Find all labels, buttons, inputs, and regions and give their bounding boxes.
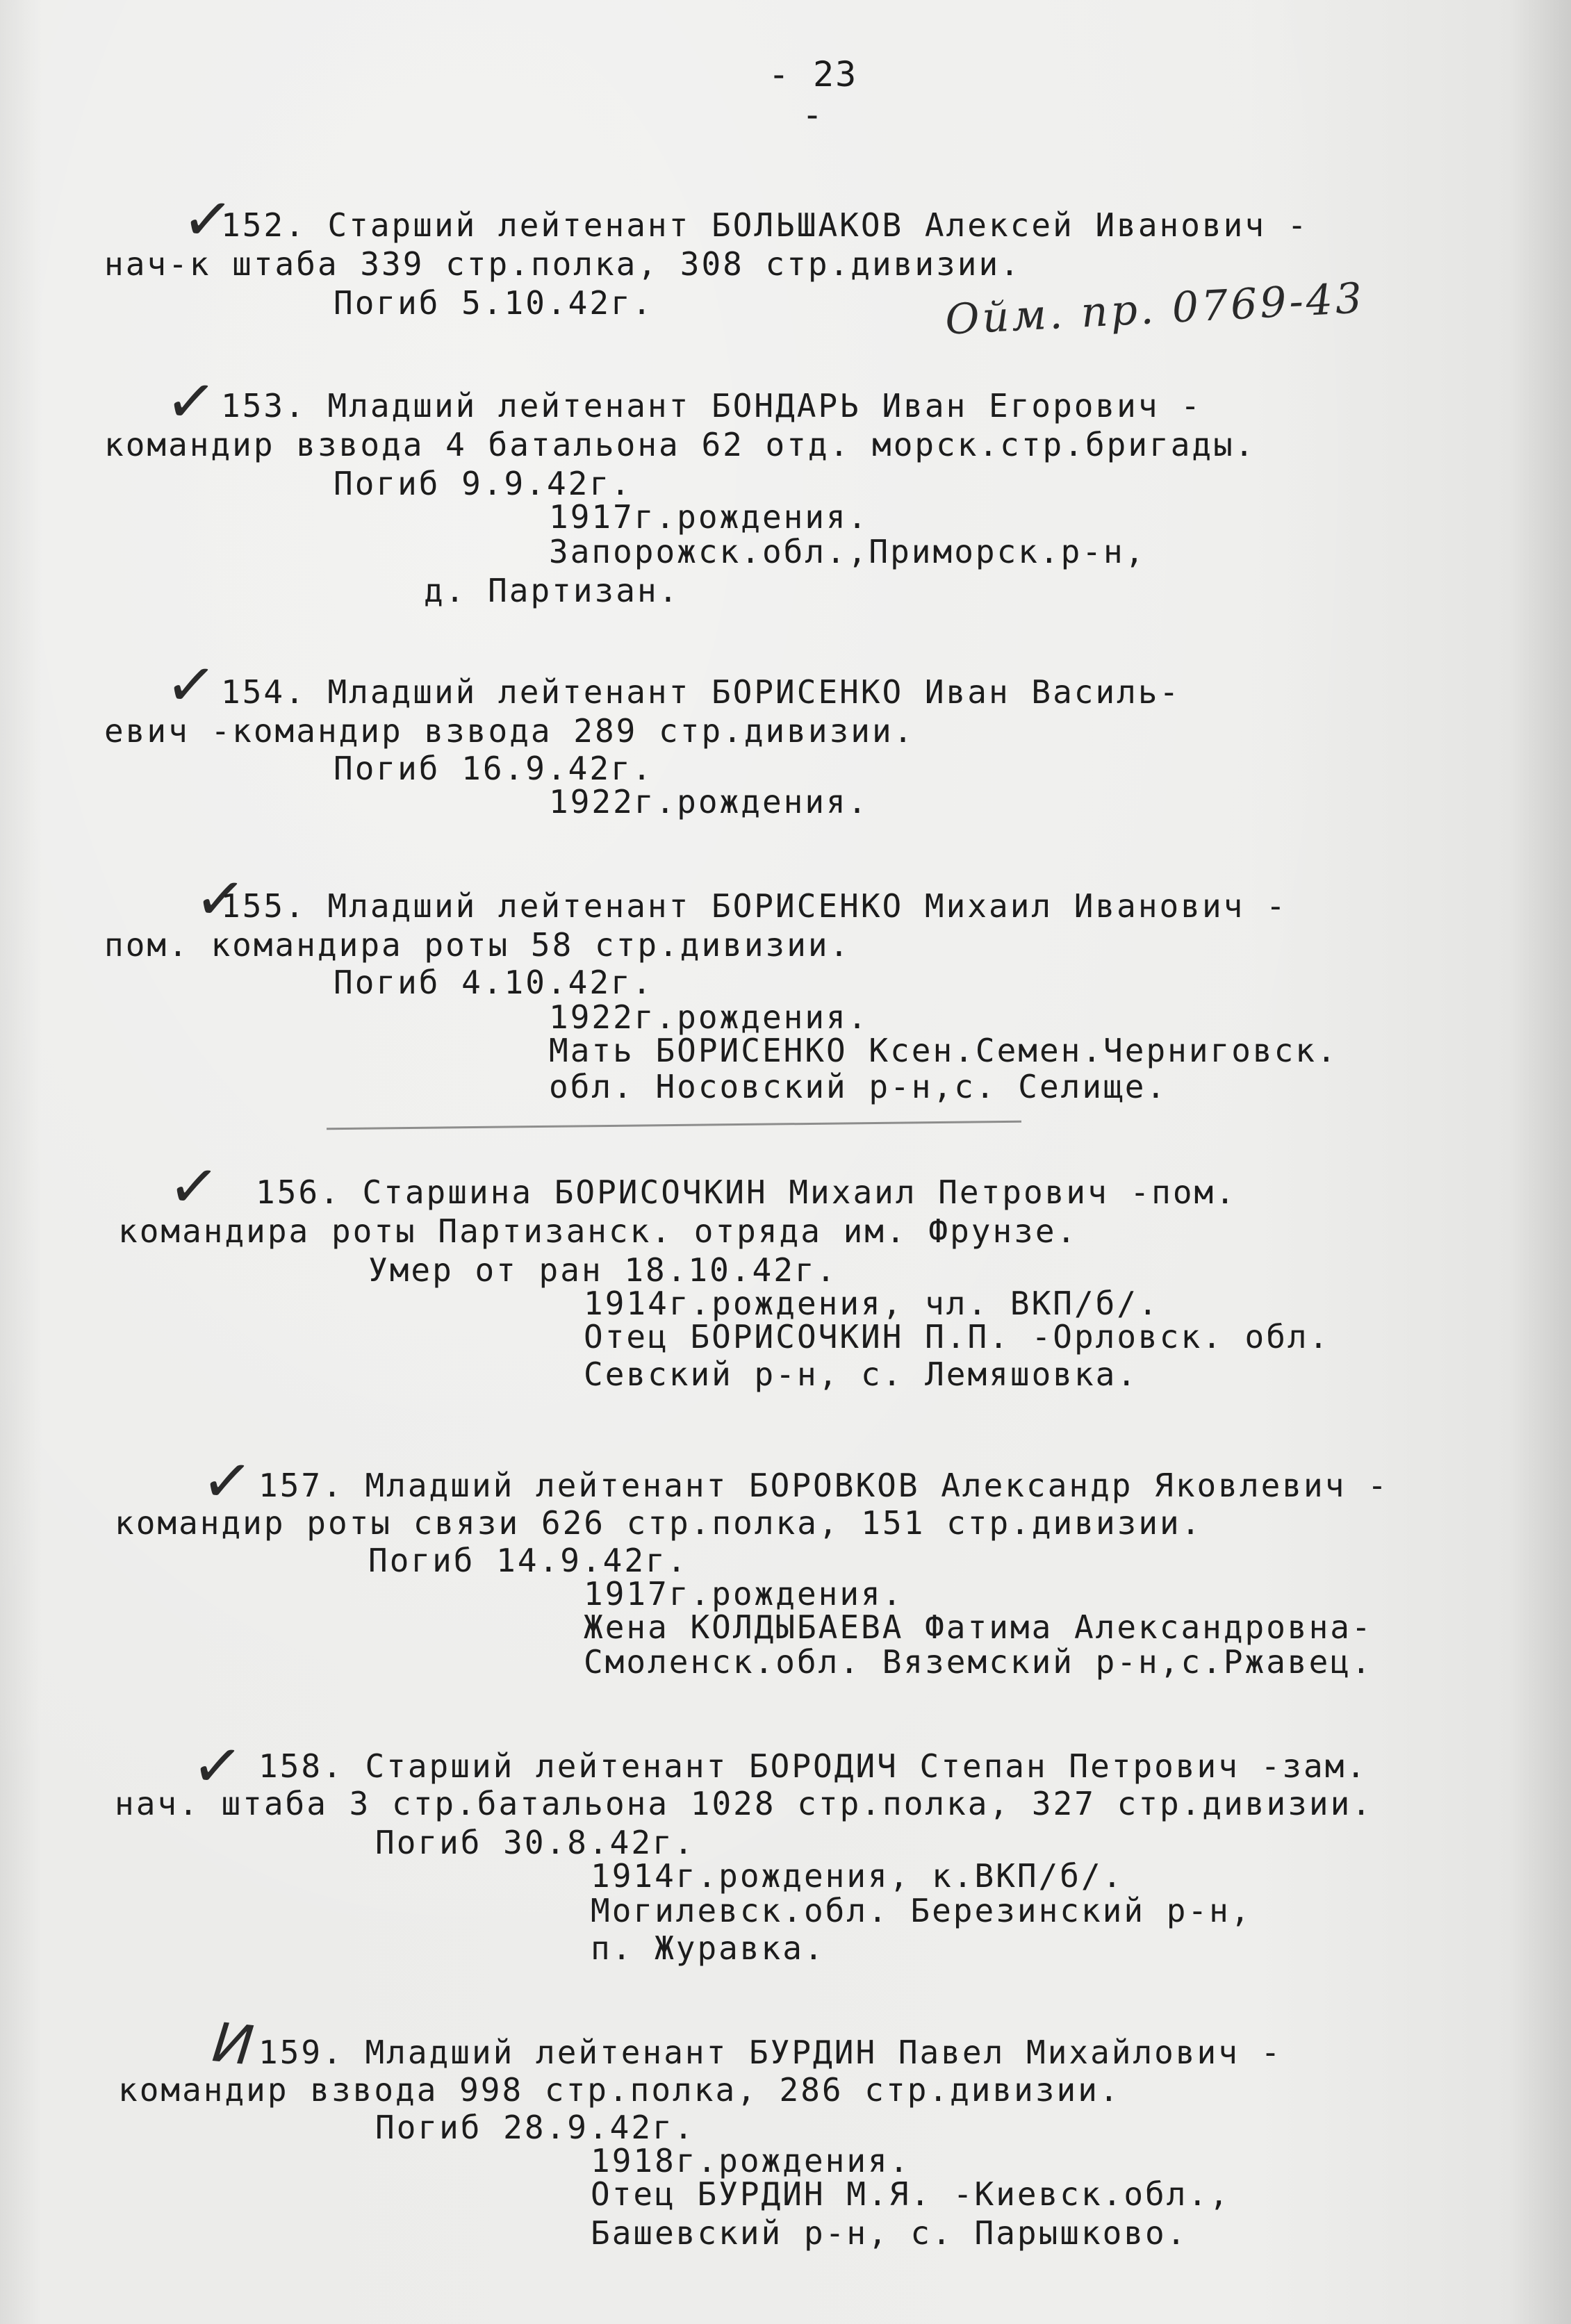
check-mark-icon: ✓ (197, 1442, 256, 1519)
entry-156-line-5: Отец БОРИСОЧКИН П.П. -Орловск. обл. (584, 1318, 1331, 1355)
entry-157-line-6: Смоленск.обл. Вяземский р-н,с.Ржавец. (584, 1643, 1373, 1681)
check-mark-icon: ✓ (188, 1727, 247, 1804)
entry-159-line-3: Погиб 28.9.42г. (375, 2109, 696, 2146)
entry-159-line-5: Отец БУРДИН М.Я. -Киевск.обл., (591, 2175, 1231, 2213)
entry-158-line-6: п. Журавка. (591, 1929, 825, 1967)
entry-156-line-2: командира роты Партизанск. отряда им. Фрунзе. (118, 1212, 1078, 1250)
handwritten-note: Ойм. пр. 0769-43 (944, 274, 1366, 345)
entry-156-line-1: 156. Старшина БОРИСОЧКИН Михаил Петрович -пом. (256, 1173, 1237, 1211)
entry-154-line-1: 154. Младший лейтенант БОРИСЕНКО Иван Василь- (221, 673, 1181, 711)
entry-158-line-2: нач. штаба 3 стр.батальона 1028 стр.полка, 327 стр.дивизии. (115, 1785, 1373, 1822)
entry-152-line-3: Погиб 5.10.42г. (334, 284, 654, 322)
entry-159-line-2: командир взвода 998 стр.полка, 286 стр.дивизии. (118, 2071, 1121, 2109)
entry-157-line-2: командир роты связи 626 стр.полка, 151 стр.дивизии. (115, 1504, 1203, 1542)
entry-158-line-1: 158. Старший лейтенант БОРОДИЧ Степан Петрович -зам. (258, 1747, 1368, 1785)
entry-157-line-4: 1917г.рождения. (584, 1575, 904, 1613)
entry-155-line-6: обл. Носовский р-н,с. Селище. (549, 1068, 1168, 1105)
check-mark-icon: ✓ (190, 860, 249, 937)
entry-154-line-3: Погиб 16.9.42г. (334, 750, 654, 787)
entry-158-line-5: Могилевск.обл. Березинский р-н, (591, 1892, 1252, 1929)
entry-153-line-5: Запорожск.обл.,Приморск.р-н, (549, 533, 1146, 570)
entry-157-line-5: Жена КОЛДЫБАЕВА Фатима Александровна- (584, 1608, 1373, 1646)
entry-156-line-6: Севский р-н, с. Лемяшовка. (584, 1355, 1139, 1393)
entry-152-line-1: 152. Старший лейтенант БОЛЬШАКОВ Алексей Иванович - (221, 206, 1309, 244)
entry-157-line-3: Погиб 14.9.42г. (368, 1542, 689, 1579)
entry-155-line-2: пом. командира роты 58 стр.дивизии. (104, 926, 851, 964)
entry-157-line-1: 157. Младший лейтенант БОРОВКОВ Александр Яковлевич - (258, 1467, 1389, 1504)
page-number: - 23 - (768, 54, 858, 135)
separator-rule (327, 1121, 1021, 1130)
entry-153-line-4: 1917г.рождения. (549, 498, 869, 536)
entry-156-line-3: Умер от ран 18.10.42г. (368, 1251, 838, 1289)
entry-155-line-3: Погиб 4.10.42г. (334, 964, 654, 1001)
page-edge-shadow (1508, 0, 1571, 2324)
entry-159-line-4: 1918г.рождения. (591, 2142, 911, 2179)
entry-152-line-2: нач-к штаба 339 стр.полка, 308 стр.дивизии. (104, 245, 1021, 283)
entry-156-line-4: 1914г.рождения, чл. ВКП/б/. (584, 1285, 1160, 1322)
entry-155-line-5: Мать БОРИСЕНКО Ксен.Семен.Черниговск. (549, 1032, 1338, 1069)
check-mark-icon: ✓ (161, 363, 220, 440)
entry-153-line-2: командир взвода 4 батальона 62 отд. морск.стр.бригады. (104, 426, 1256, 463)
entry-153-line-3: Погиб 9.9.42г. (334, 465, 632, 502)
entry-159-line-6: Башевский р-н, с. Парышково. (591, 2214, 1188, 2252)
entry-154-line-4: 1922г.рождения. (549, 783, 869, 821)
entry-158-line-4: 1914г.рождения, к.ВКП/б/. (591, 1857, 1124, 1895)
entry-153-line-1: 153. Младший лейтенант БОНДАРЬ Иван Егорович - (221, 387, 1202, 425)
handwritten-letter-mark: И (209, 2011, 256, 2078)
check-mark-icon: ✓ (178, 181, 237, 258)
entry-159-line-1: 159. Младший лейтенант БУРДИН Павел Михайлович - (258, 2034, 1283, 2071)
entry-158-line-3: Погиб 30.8.42г. (375, 1824, 696, 1861)
entry-153-line-6: д. Партизан. (424, 572, 680, 609)
entry-154-line-2: евич -командир взвода 289 стр.дивизии. (104, 712, 915, 750)
entry-155-line-4: 1922г.рождения. (549, 998, 869, 1036)
entry-155-line-1: 155. Младший лейтенант БОРИСЕНКО Михаил Иванович - (221, 887, 1288, 925)
check-mark-icon: ✓ (161, 646, 220, 723)
check-mark-icon: ✓ (164, 1148, 223, 1225)
